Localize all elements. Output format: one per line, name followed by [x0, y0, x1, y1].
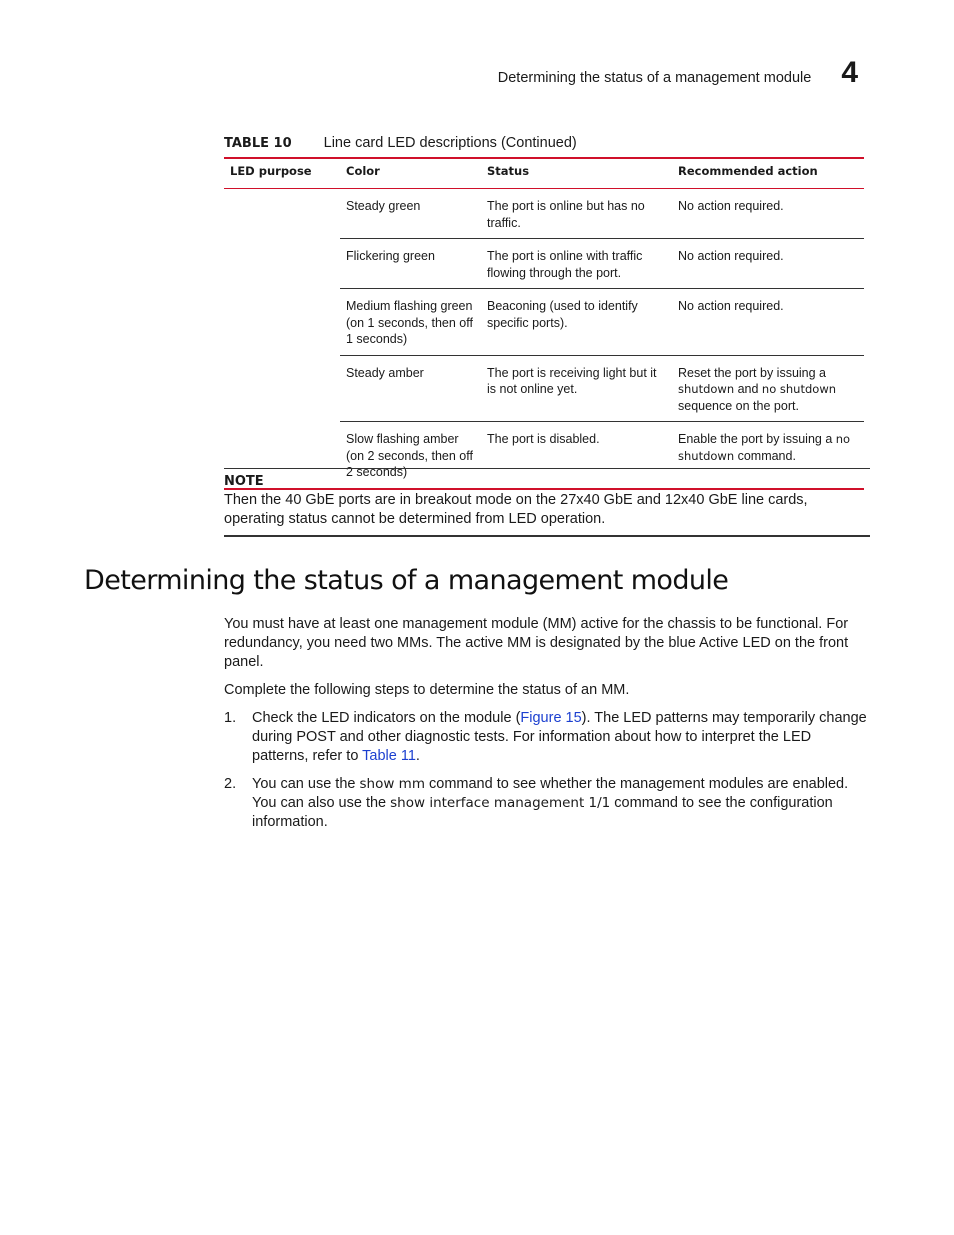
cell-purpose [224, 239, 340, 289]
table-row [224, 355, 864, 422]
column-header-recommended-action: Recommended action [672, 158, 864, 189]
cell-purpose [224, 289, 340, 356]
command-no-shutdown: no shutdown [761, 382, 837, 396]
action-text: Enable the port by issuing a [678, 432, 836, 446]
table-row [224, 239, 864, 289]
list-item [224, 709, 870, 766]
list-item [224, 775, 870, 832]
cell-color: Flickering green [340, 239, 481, 289]
column-header-status: Status [481, 158, 672, 189]
cell-color: Slow flashing amber (on 2 seconds, then off 2 seconds) [346, 432, 473, 479]
page-header [498, 56, 858, 90]
cell-status: The port is online with traffic flowing through the port. [481, 239, 672, 289]
step-text-part: command to see the configuration information. [252, 795, 833, 830]
section-heading: Determining the status of a management module [84, 565, 729, 596]
cell-action: No action required. [672, 239, 864, 289]
step-text-part: command to see whether the management modules are enabled. You can also use the [252, 776, 849, 811]
cell-status: The port is disabled. [487, 432, 600, 446]
cell-status: The port is online but has no traffic. [481, 189, 672, 239]
step-text-part: . [415, 748, 420, 764]
cell-action [672, 355, 864, 422]
steps-list [224, 709, 870, 841]
table-caption [224, 135, 577, 151]
step-text-part: Check the LED indicators on the module ( [252, 710, 521, 726]
steps-intro-paragraph: Complete the following steps to determine the status of an MM. [224, 682, 630, 698]
intro-paragraph: You must have at least one management module (MM) active for the chassis to be functional. For redundancy, you need two MMs. The active MM is designated by the blue Active LED on the front panel. [224, 616, 849, 670]
command-show-mm: show mm [359, 776, 425, 792]
cell-action: No action required. [672, 289, 864, 356]
chapter-number: 4 [841, 56, 858, 89]
table-title: Line card LED descriptions (Continued) [323, 135, 577, 151]
step-number: 1. [224, 710, 237, 726]
figure-15-link[interactable]: Figure 15 [520, 710, 582, 726]
note-text: Then the 40 GbE ports are in breakout mode on the 27x40 GbE and 12x40 GbE line cards, operating status cannot be determined from LED operation. [224, 492, 808, 527]
cell-status: The port is receiving light but it is not online yet. [481, 355, 672, 422]
running-header-title: Determining the status of a management module [497, 70, 812, 86]
action-text: Reset the port by issuing a [678, 365, 826, 380]
column-header-color: Color [340, 158, 481, 189]
table-row [224, 289, 864, 356]
step-text-part: ). The LED patterns may temporarily change during POST and other diagnostic tests. For information about how to interpret the LED patterns, refer to [252, 710, 867, 764]
step-text [252, 775, 870, 832]
note-box [224, 468, 870, 537]
note-label: NOTE [224, 474, 264, 489]
cell-purpose [224, 189, 340, 239]
cell-purpose [224, 355, 340, 422]
step-text [252, 709, 870, 766]
step-text-part: You can use the [252, 776, 360, 792]
command-no-shutdown: no shutdown [678, 432, 851, 463]
action-text: command. [734, 448, 796, 463]
table-label: TABLE 10 [224, 136, 292, 151]
command-shutdown: shutdown [678, 382, 735, 396]
table-11-link[interactable]: Table 11 [362, 748, 416, 764]
command-show-interface-management: show interface management 1/1 [390, 795, 611, 811]
action-text: and [734, 382, 762, 396]
led-table [224, 157, 864, 490]
table-row [224, 189, 864, 239]
column-header-led-purpose: LED purpose [224, 158, 340, 189]
table-header-row [224, 158, 864, 189]
step-number: 2. [224, 776, 237, 792]
cell-color: Steady green [340, 189, 481, 239]
action-text: sequence on the port. [678, 398, 799, 413]
cell-status: Beaconing (used to identify specific ports). [481, 289, 672, 356]
cell-color: Medium flashing green (on 1 seconds, then off 1 seconds) [340, 289, 481, 356]
cell-color: Steady amber [340, 355, 481, 422]
cell-action: No action required. [672, 189, 864, 239]
